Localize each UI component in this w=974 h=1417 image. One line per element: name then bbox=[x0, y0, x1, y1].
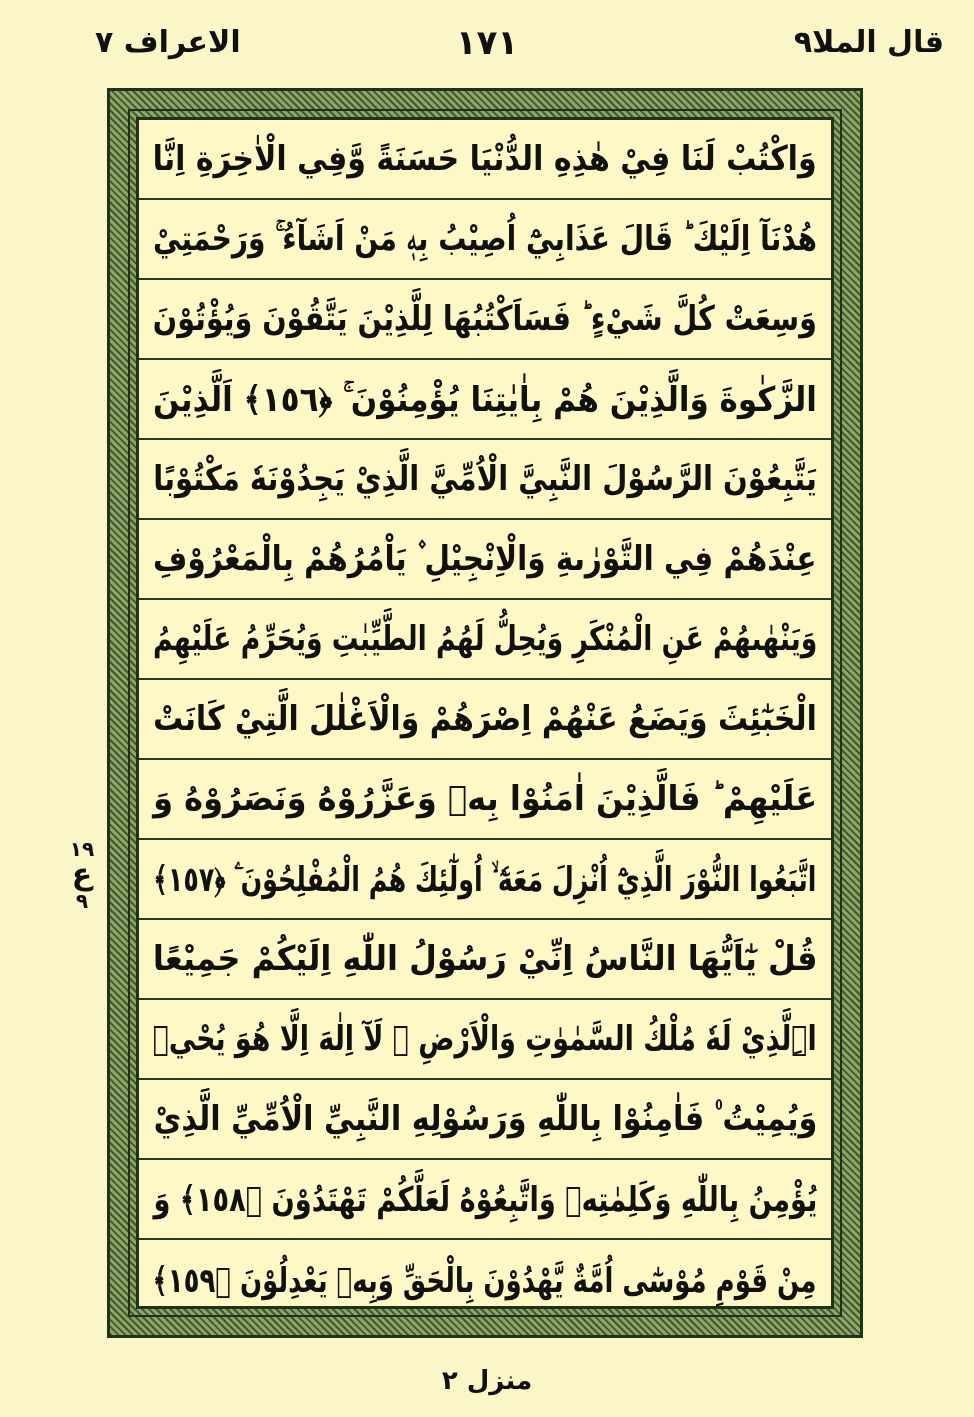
text-line-8 bbox=[139, 680, 831, 760]
line-text: هُدْنَآ اِلَيْكَ ؕ قَالَ عَذَابِيْٓ اُصِيْبُ بِهٖ مَنْ اَشَآءُ ۚ وَرَحْمَتِيْ bbox=[152, 219, 818, 259]
line-text: الزَّكٰوةَ وَالَّذِيْنَ هُمْ بِاٰيٰتِنَا يُؤْمِنُوْنَ ۚ ﴿١٥٦﴾ اَلَّذِيْنَ bbox=[153, 379, 817, 420]
ruku-marker-top: ١٩ bbox=[69, 837, 95, 861]
line-text: مِنْ قَوْمِ مُوْسٰٓى اُمَّةٌ يَّهْدُوْنَ بِالْحَقِّ وَبِهٖ يَعْدِلُوْنَ ﴿١٥٩﴾ bbox=[153, 1260, 817, 1301]
page-header bbox=[0, 18, 974, 68]
line-text: عَلَيْهِمْ ؕ فَالَّذِيْنَ اٰمَنُوْا بِهٖ وَعَزَّرُوْهُ وَنَصَرُوْهُ وَ bbox=[152, 779, 818, 819]
text-line-9 bbox=[139, 760, 831, 840]
decorative-border bbox=[107, 88, 863, 1338]
ruku-marker-symbol: ع bbox=[71, 857, 93, 892]
line-text: وَاكْتُبْ لَنَا فِيْ هٰذِهِ الدُّنْيَا حَسَنَةً وَّفِي الْاٰخِرَةِ اِنَّا bbox=[152, 139, 818, 179]
text-block bbox=[136, 117, 834, 1309]
line-text: اتَّبَعُوا النُّوْرَ الَّذِيْٓ اُنْزِلَ مَعَهٗٓ ۙ اُولٰٓئِكَ هُمُ الْمُفْلِحُوْنَ ۧ ﴿١٥٧﴾ bbox=[153, 859, 817, 900]
text-line-2 bbox=[139, 200, 831, 280]
text-line-5 bbox=[139, 440, 831, 520]
line-text: اِۨلَّذِيْ لَهٗ مُلْكُ السَّمٰوٰتِ وَالْاَرْضِ ۚ لَآ اِلٰهَ اِلَّا هُوَ يُحْيٖ bbox=[153, 1019, 817, 1059]
line-text: قُلْ يٰٓاَيُّهَا النَّاسُ اِنِّيْ رَسُوْلُ اللّٰهِ اِلَيْكُمْ جَمِيْعًا bbox=[152, 939, 818, 979]
line-text: الْخَبٰٓئِثَ وَيَضَعُ عَنْهُمْ اِصْرَهُمْ وَالْاَغْلٰلَ الَّتِيْ كَانَتْ bbox=[153, 699, 817, 739]
text-line-12 bbox=[139, 1000, 831, 1080]
surah-title: الاعراف ٧ bbox=[95, 25, 241, 60]
line-text: يَتَّبِعُوْنَ الرَّسُوْلَ النَّبِيَّ الْاُمِّيَّ الَّذِيْ يَجِدُوْنَهٗ مَكْتُوْبًا bbox=[153, 459, 817, 499]
ruku-marker bbox=[62, 838, 102, 912]
text-line-1 bbox=[139, 120, 831, 200]
ruku-marker-bottom: ٩ bbox=[75, 889, 89, 913]
text-line-4 bbox=[139, 360, 831, 440]
manzil-footer: منزل ٢ bbox=[441, 1366, 533, 1396]
text-line-11 bbox=[139, 920, 831, 1000]
line-text: عِنْدَهُمْ فِي التَّوْرٰىةِ وَالْاِنْجِيْلِ ۫ يَاْمُرُهُمْ بِالْمَعْرُوْفِ bbox=[153, 539, 817, 579]
text-line-6 bbox=[139, 520, 831, 600]
line-text: وَسِعَتْ كُلَّ شَيْءٍ ؕ فَسَاَكْتُبُهَا لِلَّذِيْنَ يَتَّقُوْنَ وَيُؤْتُوْنَ bbox=[152, 299, 818, 339]
line-text: وَيُمِيْتُ ۠ فَاٰمِنُوْا بِاللّٰهِ وَرَسُوْلِهِ النَّبِيِّ الْاُمِّيِّ الَّذِيْ bbox=[153, 1099, 817, 1139]
text-line-10 bbox=[139, 840, 831, 920]
text-line-14 bbox=[139, 1160, 831, 1240]
text-line-7 bbox=[139, 600, 831, 680]
line-text: يُؤْمِنُ بِاللّٰهِ وَكَلِمٰتِهٖ وَاتَّبِعُوْهُ لَعَلَّكُمْ تَهْتَدُوْنَ ﴿١٥٨﴾ وَ bbox=[153, 1179, 817, 1220]
line-text: وَيَنْهٰىهُمْ عَنِ الْمُنْكَرِ وَيُحِلُّ لَهُمُ الطَّيِّبٰتِ وَيُحَرِّمُ عَلَيْهِمُ bbox=[152, 619, 818, 659]
para-title: قال الملا٩ bbox=[793, 25, 944, 60]
page-number: ١٧١ bbox=[455, 23, 519, 63]
text-line-3 bbox=[139, 280, 831, 360]
text-line-15 bbox=[139, 1240, 831, 1320]
text-line-13 bbox=[139, 1080, 831, 1160]
